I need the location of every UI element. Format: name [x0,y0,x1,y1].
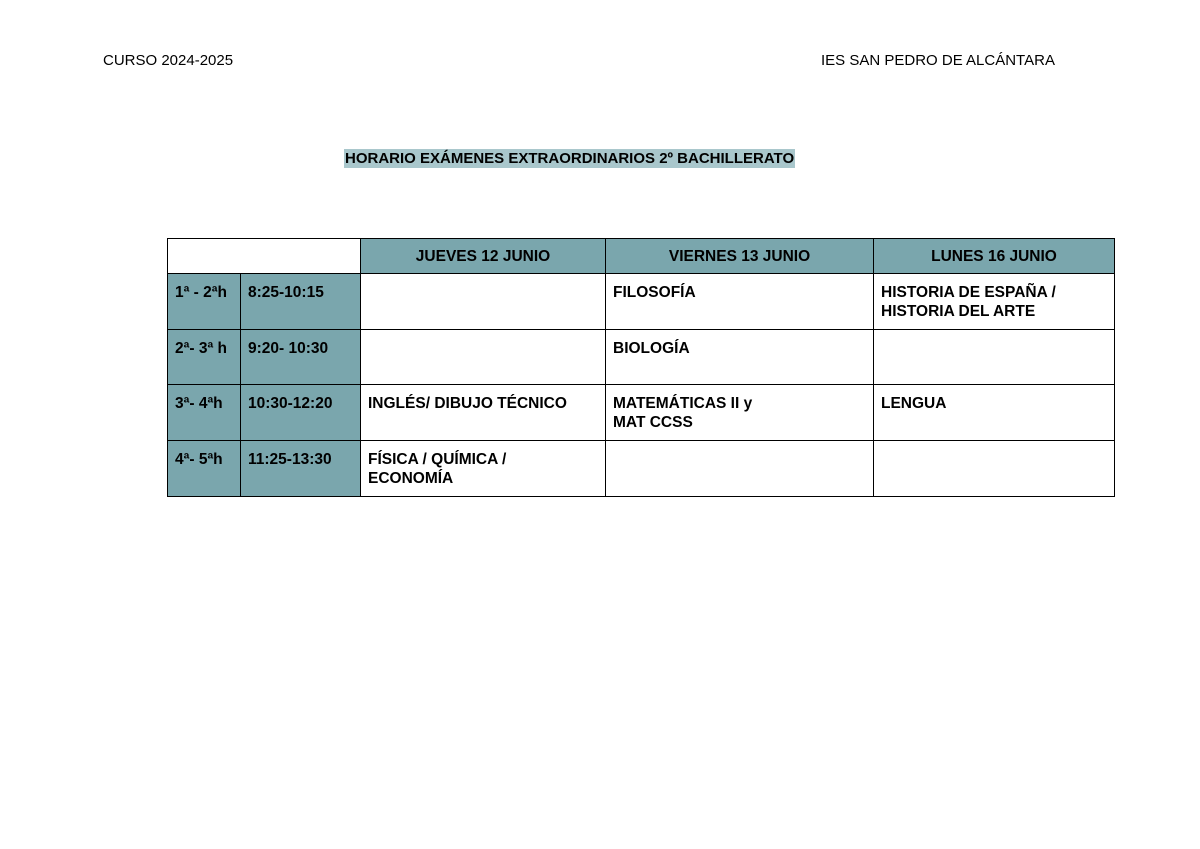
exam-line: HISTORIA DE ESPAÑA / [881,284,1056,301]
exam-line: MATEMÁTICAS II y [613,395,753,412]
table-header-row [168,239,1115,274]
period-slot: 3ª- 4ªh [168,385,241,441]
exam-line: FÍSICA / QUÍMICA / [368,451,507,468]
exam-line: ECONOMÍA [368,470,454,487]
exam-cell [361,274,606,330]
day-header: LUNES 16 JUNIO [874,239,1115,274]
exam-schedule-table [167,238,1115,497]
exam-line: INGLÉS/ DIBUJO TÉCNICO [368,395,567,412]
exam-cell [874,441,1115,497]
exam-cell [874,274,1115,330]
document-title: HORARIO EXÁMENES EXTRAORDINARIOS 2º BACHILLERATO [345,150,795,167]
day-header: VIERNES 13 JUNIO [606,239,874,274]
table-row [168,330,1115,385]
period-time: 9:20- 10:30 [241,330,361,385]
exam-cell [606,274,874,330]
period-time: 8:25-10:15 [241,274,361,330]
day-header: JUEVES 12 JUNIO [361,239,606,274]
exam-cell [606,441,874,497]
period-slot: 1ª - 2ªh [168,274,241,330]
exam-line: HISTORIA DEL ARTE [881,303,1036,320]
exam-line: FILOSOFÍA [613,284,696,301]
exam-cell [361,330,606,385]
exam-line: MAT CCSS [613,414,693,431]
period-slot: 2ª- 3ª h [168,330,241,385]
table-row [168,385,1115,441]
header-blank-cell [168,239,361,274]
period-time: 10:30-12:20 [241,385,361,441]
exam-line: BIOLOGÍA [613,340,690,357]
school-name: IES SAN PEDRO DE ALCÁNTARA [821,52,1055,69]
exam-cell [361,385,606,441]
period-slot: 4ª- 5ªh [168,441,241,497]
table-row [168,274,1115,330]
exam-cell [606,385,874,441]
table-row [168,441,1115,497]
exam-cell [361,441,606,497]
course-year: CURSO 2024-2025 [103,52,234,69]
period-time: 11:25-13:30 [241,441,361,497]
exam-cell [606,330,874,385]
exam-cell [874,330,1115,385]
exam-line: LENGUA [881,395,947,412]
exam-cell [874,385,1115,441]
